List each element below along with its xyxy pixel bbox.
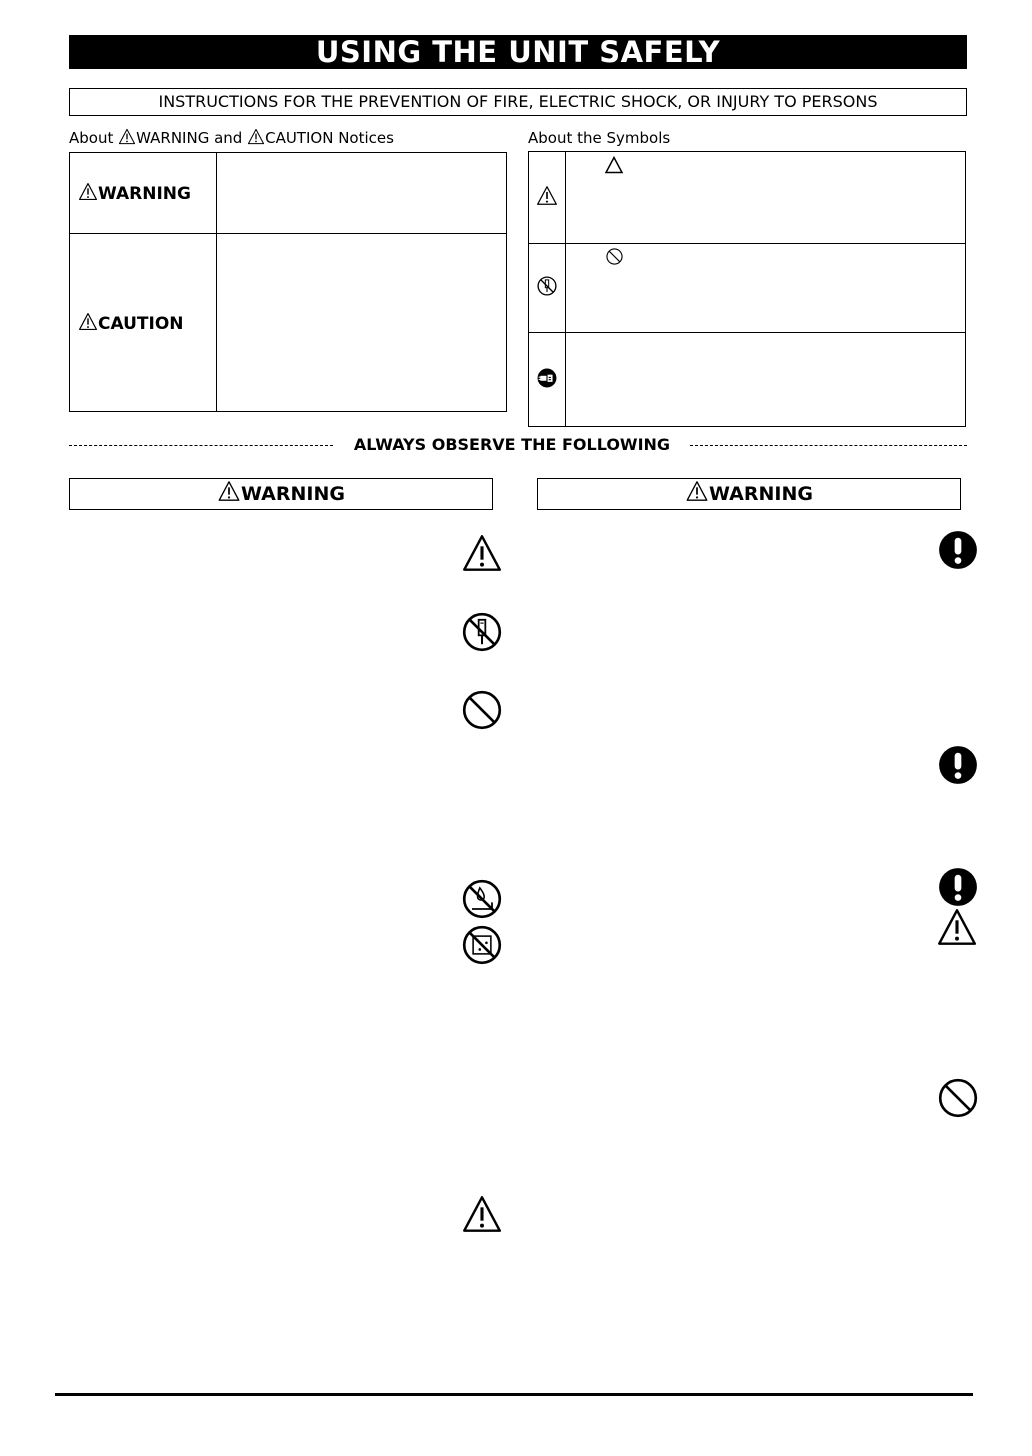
unplug-icon (537, 368, 557, 388)
no-disassemble-icon (462, 612, 502, 652)
notice-label-cell (70, 153, 217, 234)
always-observe-heading: ALWAYS OBSERVE THE FOLLOWING (353, 435, 671, 454)
notices-heading-about: About (69, 129, 114, 147)
symbol-description-cell (566, 244, 966, 333)
small-triangle-icon (604, 156, 624, 174)
warning-triangle-icon (78, 182, 98, 201)
warning-triangle-icon (247, 128, 265, 145)
symbol-icon-cell (529, 152, 566, 244)
right-column-header-label: WARNING (709, 483, 813, 505)
caution-triangle-icon (461, 1194, 503, 1234)
left-column-header (69, 478, 493, 510)
dashed-divider-right (690, 445, 967, 446)
notice-description-cell (217, 153, 507, 234)
caution-triangle-icon (78, 312, 98, 331)
warning-triangle-icon (118, 128, 136, 145)
symbol-definitions-table (528, 151, 966, 427)
notices-heading (69, 128, 394, 147)
no-moisture-icon (462, 925, 502, 965)
mandatory-exclamation-icon (938, 867, 978, 907)
notice-label-caution: CAUTION (98, 313, 184, 334)
mandatory-exclamation-icon (938, 530, 978, 570)
notice-row-warning (70, 153, 507, 234)
warning-triangle-icon (536, 185, 558, 206)
no-water-icon (462, 879, 502, 919)
prohibition-circle-icon (606, 248, 623, 265)
symbols-heading: About the Symbols (528, 129, 671, 147)
right-column-header (537, 478, 961, 510)
no-disassemble-icon (537, 276, 557, 296)
notice-label-warning: WARNING (98, 184, 191, 204)
notice-description-cell (217, 234, 507, 412)
page-title: USING THE UNIT SAFELY (69, 35, 967, 69)
prohibition-icon (462, 690, 502, 730)
caution-triangle-icon (461, 533, 503, 573)
instructions-subtitle: INSTRUCTIONS FOR THE PREVENTION OF FIRE, ELECTRIC SHOCK, OR INJURY TO PERSONS (69, 88, 967, 116)
notices-heading-caution: CAUTION Notices (265, 129, 394, 147)
notice-definitions-table (69, 152, 507, 412)
symbol-description-cell (566, 333, 966, 427)
symbol-row-prohibition (529, 244, 966, 333)
symbol-icon-cell (529, 333, 566, 427)
symbol-icon-cell (529, 244, 566, 333)
symbol-description-cell (566, 152, 966, 244)
symbol-row-triangle (529, 152, 966, 244)
symbol-row-unplug (529, 333, 966, 427)
footer-rule (55, 1393, 973, 1396)
warning-triangle-icon (685, 480, 709, 502)
mandatory-exclamation-icon (938, 745, 978, 785)
prohibition-icon (938, 1078, 978, 1118)
dashed-divider-left (69, 445, 333, 446)
notice-row-caution (70, 234, 507, 412)
left-column-header-label: WARNING (241, 483, 345, 505)
notices-heading-warning: WARNING and (136, 129, 243, 147)
notice-label-cell (70, 234, 217, 412)
warning-triangle-icon (217, 480, 241, 502)
caution-triangle-icon (936, 907, 978, 947)
